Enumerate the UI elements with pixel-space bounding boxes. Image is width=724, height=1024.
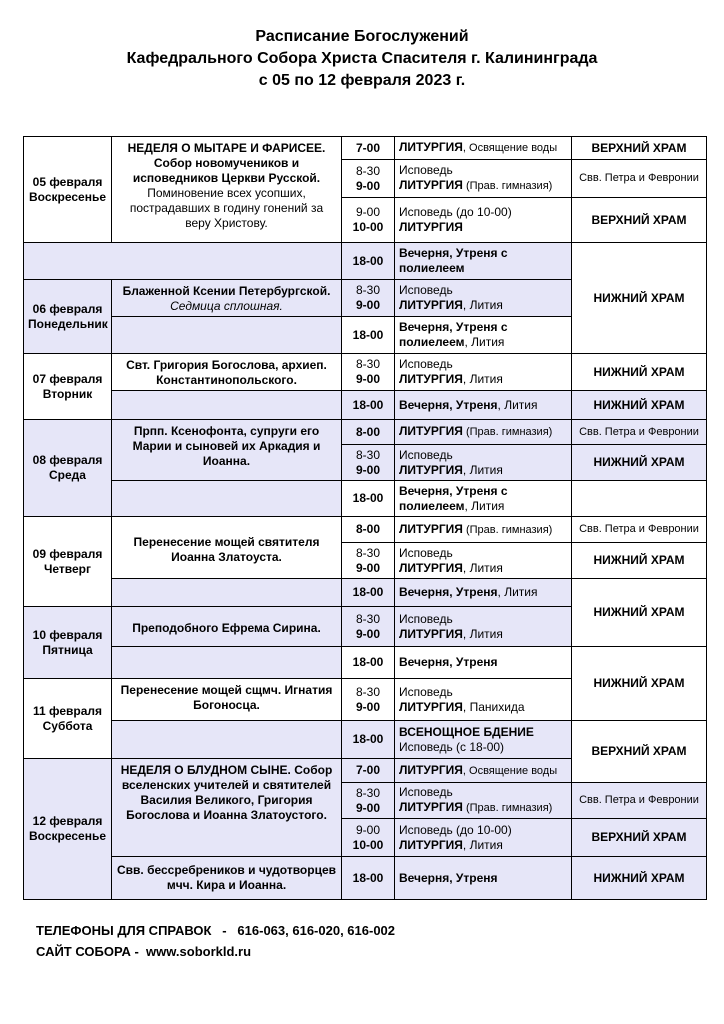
phones-text: ТЕЛЕФОНЫ ДЛЯ СПРАВОК - 616-063, 616-020, 616-002 [36,923,396,938]
date-cell: 07 февраля Вторник [24,354,112,420]
service-cell: ВСЕНОЩНОЕ БДЕНИЕ Исповедь (с 18-00) [395,721,572,759]
date-cell: 12 февраля Воскресенье [24,759,112,900]
time-cell: 18-00 [342,857,395,900]
feast-cell: Прпп. Ксенофонта, супруги его Марии и сыновей их Аркадия и Иоанна. [112,420,342,481]
place-cell: НИЖНИЙ ХРАМ [572,243,707,354]
service-cell: Вечерня, Утреня, Лития [395,579,572,607]
time-cell: 7-00 [342,137,395,160]
time-cell: 9-00 10-00 [342,198,395,243]
service-cell: Вечерня, Утреня с полиелеем, Лития [395,317,572,354]
place-cell: НИЖНИЙ ХРАМ [572,391,707,420]
service-cell: Исповедь ЛИТУРГИЯ, Панихида [395,679,572,721]
date-cell: 05 февраля Воскресенье [24,137,112,243]
title-line-3: с 05 по 12 февраля 2023 г. [258,72,466,89]
time-cell: 8-30 9-00 [342,280,395,317]
time-cell: 8-30 9-00 [342,160,395,198]
time-cell: 8-30 9-00 [342,679,395,721]
time-cell: 8-30 9-00 [342,445,395,481]
empty-cell [112,721,342,759]
place-cell: НИЖНИЙ ХРАМ [572,445,707,481]
place-cell: ВЕРХНИЙ ХРАМ [572,819,707,857]
service-cell: Вечерня, Утреня, Лития [395,391,572,420]
feast-cell: Свт. Григория Богослова, архиеп. Константинопольского. [112,354,342,391]
table-row [24,579,707,607]
table-row [24,354,707,391]
feast-cell: Свв. бессребреников и чудотворцев мчч. Кира и Иоанна. [112,857,342,900]
footer [36,920,395,962]
empty-cell [112,481,342,517]
date-cell: 09 февраля Четверг [24,517,112,607]
feast-cell: Перенесение мощей сщмч. Игнатия Богоносца. [112,679,342,721]
time-cell: 18-00 [342,391,395,420]
time-cell: 18-00 [342,481,395,517]
schedule-table [23,136,707,900]
place-cell: Свв. Петра и Февронии [572,517,707,543]
feast-cell: НЕДЕЛЯ О МЫТАРЕ И ФАРИСЕЕ. Собор новомучеников и исповедников Церкви Русской. Поминовение всех усопших, пострадавших в годину гонений за веру Христову. [112,137,342,243]
time-cell: 18-00 [342,721,395,759]
service-cell: Исповедь ЛИТУРГИЯ (Прав. гимназия) [395,783,572,819]
service-cell: ЛИТУРГИЯ, Освящение воды [395,759,572,783]
service-cell: Исповедь ЛИТУРГИЯ (Прав. гимназия) [395,160,572,198]
date-cell: 06 февраля Понедельник [24,280,112,354]
place-cell: НИЖНИЙ ХРАМ [572,647,707,721]
table-row [24,857,707,900]
time-cell: 7-00 [342,759,395,783]
service-cell: ЛИТУРГИЯ, Освящение воды [395,137,572,160]
service-cell: Вечерня, Утреня с полиелеем, Лития [395,481,572,517]
time-cell: 8-30 9-00 [342,783,395,819]
time-cell: 8-00 [342,517,395,543]
place-cell: НИЖНИЙ ХРАМ [572,579,707,647]
place-cell: НИЖНИЙ ХРАМ [572,857,707,900]
service-cell: Исповедь ЛИТУРГИЯ, Лития [395,280,572,317]
feast-cell: НЕДЕЛЯ О БЛУДНОМ СЫНЕ. Собор вселенских учителей и святителей Василия Великого, Григория Богослова и Иоанна Златоустого. [112,759,342,857]
time-cell: 18-00 [342,647,395,679]
time-cell: 18-00 [342,243,395,280]
title-line-1: Расписание Богослужений [255,28,469,45]
service-cell: Исповедь ЛИТУРГИЯ, Лития [395,607,572,647]
place-cell: ВЕРХНИЙ ХРАМ [572,198,707,243]
time-cell: 18-00 [342,579,395,607]
empty-cell [112,391,342,420]
feast-cell: Блаженной Ксении Петербургской. Седмица сплошная. [112,280,342,317]
time-cell: 9-00 10-00 [342,819,395,857]
table-row [24,481,707,517]
place-cell: НИЖНИЙ ХРАМ [572,354,707,391]
service-cell: Вечерня, Утреня [395,857,572,900]
place-cell: ВЕРХНИЙ ХРАМ [572,721,707,783]
place-cell: Свв. Петра и Февронии [572,783,707,819]
feast-cell: Преподобного Ефрема Сирина. [112,607,342,647]
table-row [24,647,707,679]
table-row [24,137,707,160]
time-cell: 8-30 9-00 [342,543,395,579]
service-cell: Исповедь (до 10-00) ЛИТУРГИЯ, Лития [395,819,572,857]
feast-cell: Перенесение мощей святителя Иоанна Златоуста. [112,517,342,579]
place-cell: Свв. Петра и Февронии [572,420,707,445]
service-cell: Исповедь ЛИТУРГИЯ, Лития [395,445,572,481]
site-text: САЙТ СОБОРА - www.soborkld.ru [36,944,252,959]
service-cell: ЛИТУРГИЯ (Прав. гимназия) [395,517,572,543]
table-row [24,420,707,445]
empty-cell [112,317,342,354]
service-cell: Исповедь (до 10-00) ЛИТУРГИЯ [395,198,572,243]
empty-cell [24,243,342,280]
place-cell: Свв. Петра и Февронии [572,160,707,198]
place-cell [572,481,707,517]
place-cell: НИЖНИЙ ХРАМ [572,543,707,579]
table-row [24,243,707,280]
service-cell: Исповедь ЛИТУРГИЯ, Лития [395,354,572,391]
time-cell: 8-30 9-00 [342,354,395,391]
date-cell: 11 февраля Суббота [24,679,112,759]
empty-cell [112,647,342,679]
table-row [24,517,707,543]
time-cell: 8-00 [342,420,395,445]
service-cell: Исповедь ЛИТУРГИЯ, Лития [395,543,572,579]
service-cell: Вечерня, Утреня [395,647,572,679]
service-cell: Вечерня, Утреня с полиелеем [395,243,572,280]
page-title [0,26,724,92]
time-cell: 8-30 9-00 [342,607,395,647]
date-cell: 08 февраля Среда [24,420,112,517]
time-cell: 18-00 [342,317,395,354]
title-line-2: Кафедрального Собора Христа Спасителя г. Калининграда [126,50,598,67]
date-cell: 10 февраля Пятница [24,607,112,679]
empty-cell [112,579,342,607]
service-cell: ЛИТУРГИЯ (Прав. гимназия) [395,420,572,445]
table-row [24,721,707,759]
table-row [24,391,707,420]
place-cell: ВЕРХНИЙ ХРАМ [572,137,707,160]
